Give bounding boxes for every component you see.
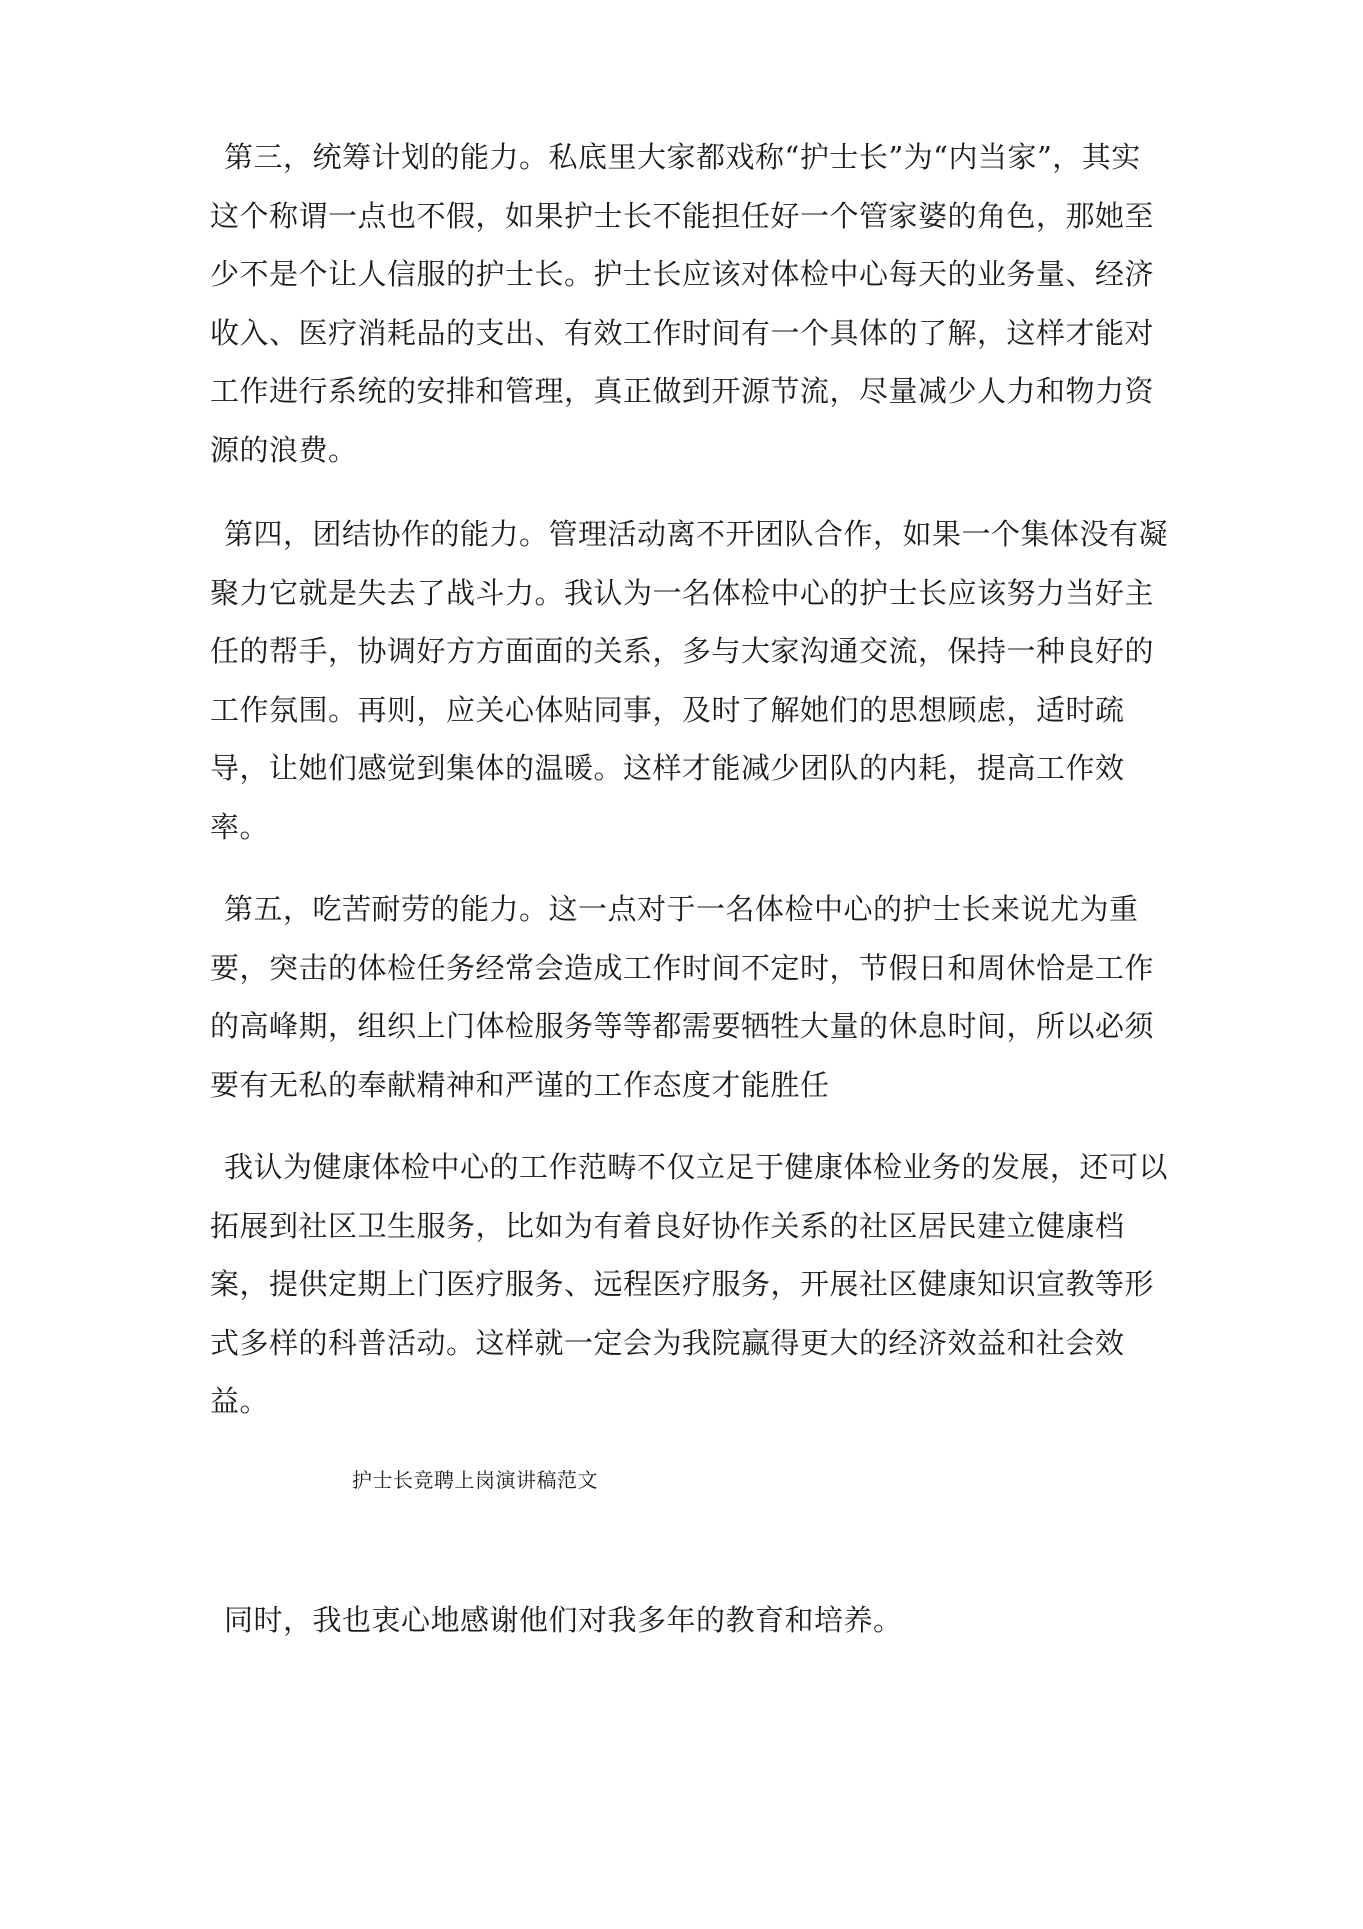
paragraph-planning-ability: 第三，统筹计划的能力。私底里大家都戏称“护士长”为“内当家”，其实这个称谓一点也不假，如果护士长不能担任好一个管家婆的角色，那她至少不是个让人信服的护士长。护士长应该对体检中心每天的业务量、经济收入、医疗消耗品的支出、有效工作时间有一个具体的了解，这样才能对工作进行系统的安排和管理，真正做到开源节流，尽量减少人力和物力资源的浪费。 [210,140,1155,467]
paragraph-teamwork-ability: 第四，团结协作的能力。管理活动离不开团队合作，如果一个集体没有凝聚力它就是失去了战斗力。我认为一名体检中心的护士长应该努力当好主任的帮手，协调好方方面面的关系，多与大家沟通交流，保持一种良好的工作氛围。再则，应关心体贴同事，及时了解她们的思想顾虑，适时疏导，让她们感觉到集体的温暖。这样才能减少团队的内耗，提高工作效率。 [210,517,1169,844]
document-caption: 护士长竞聘上岗演讲稿范文 [352,1468,598,1492]
paragraph-community-service: 我认为健康体检中心的工作范畴不仅立足于健康体检业务的发展，还可以拓展到社区卫生服务，比如为有着良好协作关系的社区居民建立健康档案，提供定期上门医疗服务、远程医疗服务，开展社区健康知识宣教等形式多样的科普活动。这样就一定会为我院赢得更大的经济效益和社会效益。 [210,1150,1169,1418]
paragraph-endurance-ability: 第五，吃苦耐劳的能力。这一点对于一名体检中心的护士长来说尤为重要，突击的体检任务经常会造成工作时间不定时，节假日和周休恰是工作的高峰期，组织上门体检服务等等都需要牺牲大量的休息时间，所以必须要有无私的奉献精神和严谨的工作态度才能胜任 [210,892,1155,1102]
paragraph-closing-thanks: 同时，我也衷心地感谢他们对我多年的教育和培养。 [224,1603,903,1637]
